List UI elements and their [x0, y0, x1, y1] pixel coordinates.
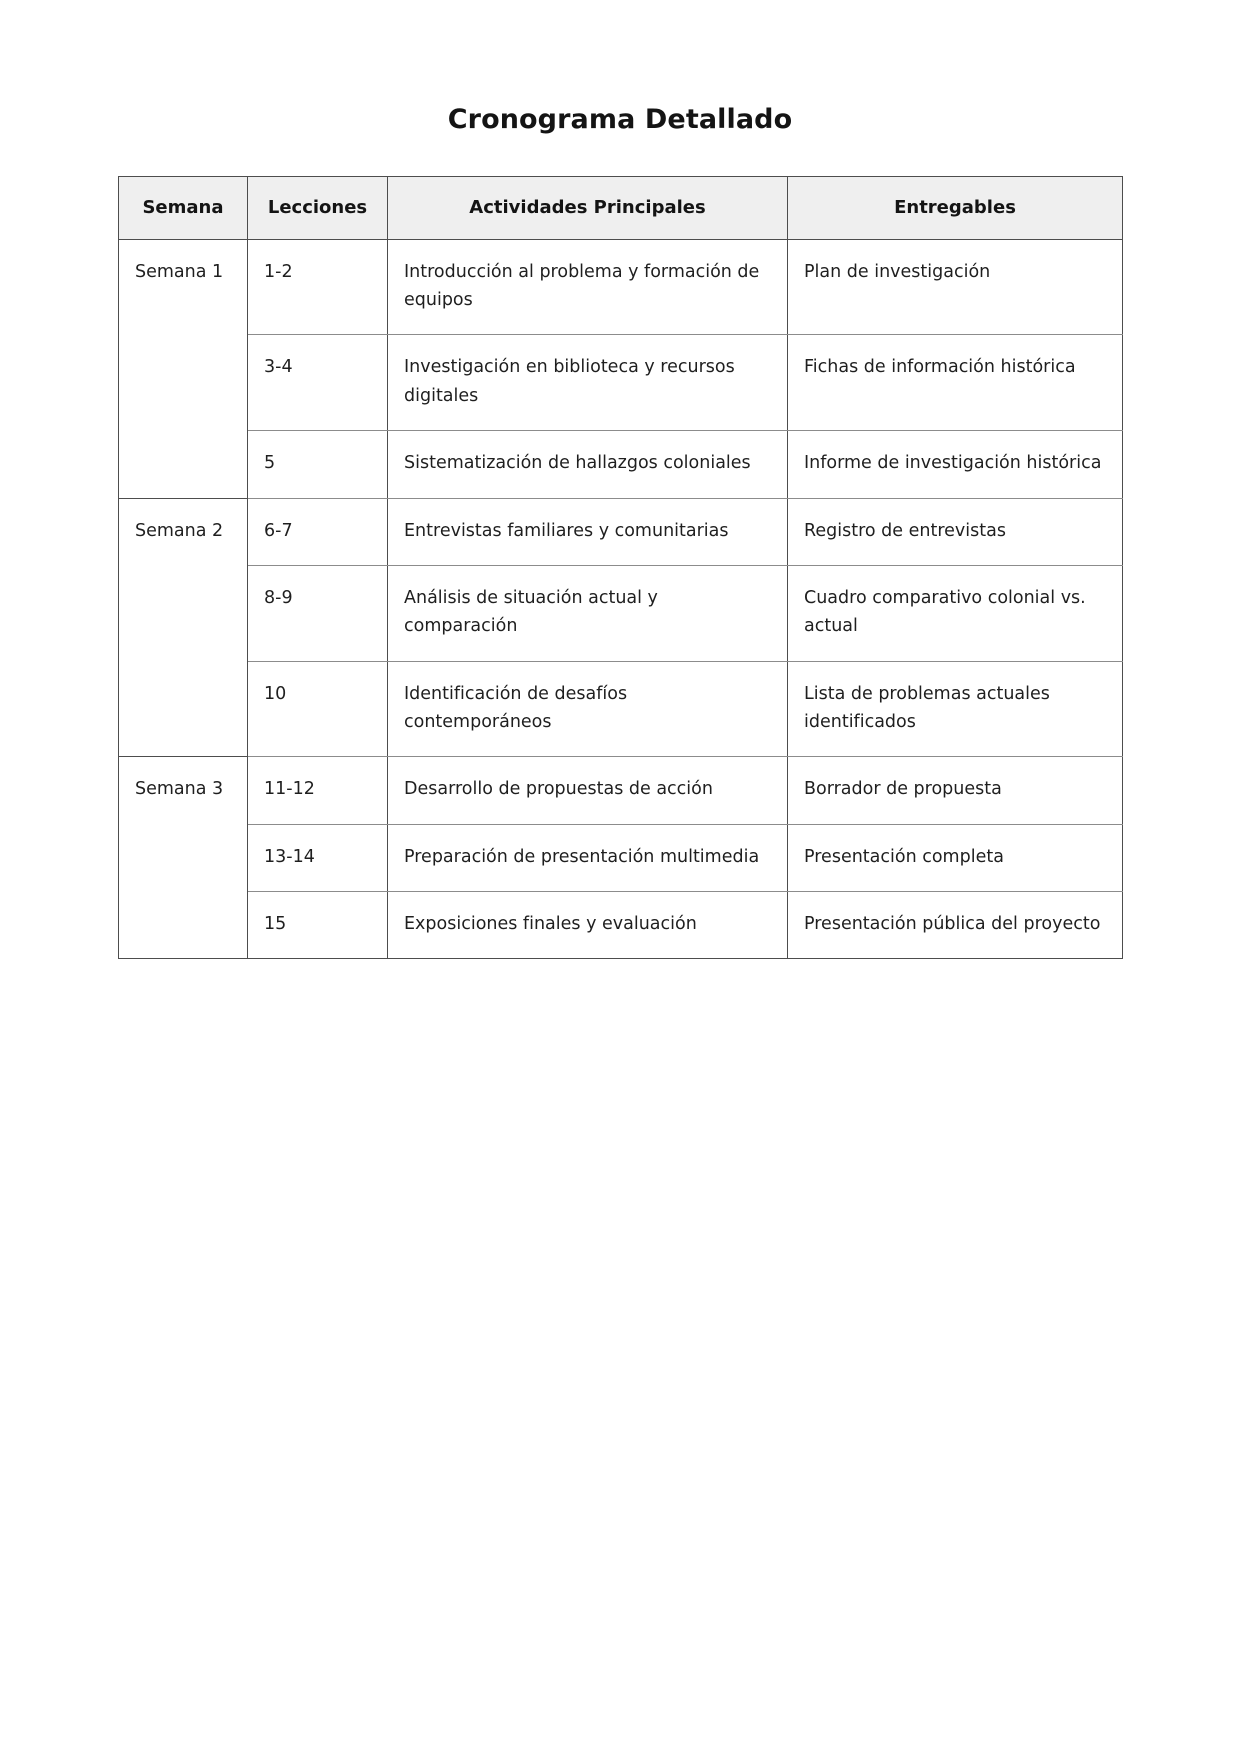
lessons-cell: 11-12 — [248, 757, 388, 824]
activities-cell: Preparación de presentación multimedia — [388, 824, 788, 891]
activities-cell: Investigación en biblioteca y recursos digitales — [388, 335, 788, 431]
activities-cell: Introducción al problema y formación de equipos — [388, 239, 788, 335]
table-header — [119, 177, 1123, 239]
table-row — [119, 565, 1123, 661]
table-row — [119, 239, 1123, 335]
deliverables-cell: Plan de investigación — [788, 239, 1123, 335]
column-header-semana: Semana — [119, 177, 248, 239]
lessons-cell: 8-9 — [248, 565, 388, 661]
week-cell: Semana 3 — [119, 757, 248, 959]
deliverables-cell: Presentación pública del proyecto — [788, 891, 1123, 958]
column-header-entregables: Entregables — [788, 177, 1123, 239]
deliverables-cell: Cuadro comparativo colonial vs. actual — [788, 565, 1123, 661]
activities-cell: Análisis de situación actual y comparación — [388, 565, 788, 661]
deliverables-cell: Registro de entrevistas — [788, 498, 1123, 565]
activities-cell: Exposiciones finales y evaluación — [388, 891, 788, 958]
deliverables-cell: Informe de investigación histórica — [788, 431, 1123, 498]
schedule-table — [118, 176, 1123, 959]
activities-cell: Identificación de desafíos contemporáneos — [388, 661, 788, 757]
lessons-cell: 6-7 — [248, 498, 388, 565]
table-row — [119, 757, 1123, 824]
deliverables-cell: Lista de problemas actuales identificados — [788, 661, 1123, 757]
table-row — [119, 824, 1123, 891]
table-header-row — [119, 177, 1123, 239]
activities-cell: Sistematización de hallazgos coloniales — [388, 431, 788, 498]
deliverables-cell: Fichas de información histórica — [788, 335, 1123, 431]
table-body — [119, 239, 1123, 958]
column-header-actividades: Actividades Principales — [388, 177, 788, 239]
table-row — [119, 498, 1123, 565]
table-row — [119, 661, 1123, 757]
page-title: Cronograma Detallado — [447, 104, 793, 135]
activities-cell: Entrevistas familiares y comunitarias — [388, 498, 788, 565]
lessons-cell: 13-14 — [248, 824, 388, 891]
lessons-cell: 10 — [248, 661, 388, 757]
lessons-cell: 3-4 — [248, 335, 388, 431]
column-header-lecciones: Lecciones — [248, 177, 388, 239]
lessons-cell: 15 — [248, 891, 388, 958]
activities-cell: Desarrollo de propuestas de acción — [388, 757, 788, 824]
lessons-cell: 1-2 — [248, 239, 388, 335]
lessons-cell: 5 — [248, 431, 388, 498]
table-row — [119, 891, 1123, 958]
schedule-table-container — [118, 176, 1122, 959]
table-row — [119, 431, 1123, 498]
week-cell: Semana 1 — [119, 239, 248, 498]
week-cell: Semana 2 — [119, 498, 248, 757]
table-row — [119, 335, 1123, 431]
deliverables-cell: Presentación completa — [788, 824, 1123, 891]
deliverables-cell: Borrador de propuesta — [788, 757, 1123, 824]
